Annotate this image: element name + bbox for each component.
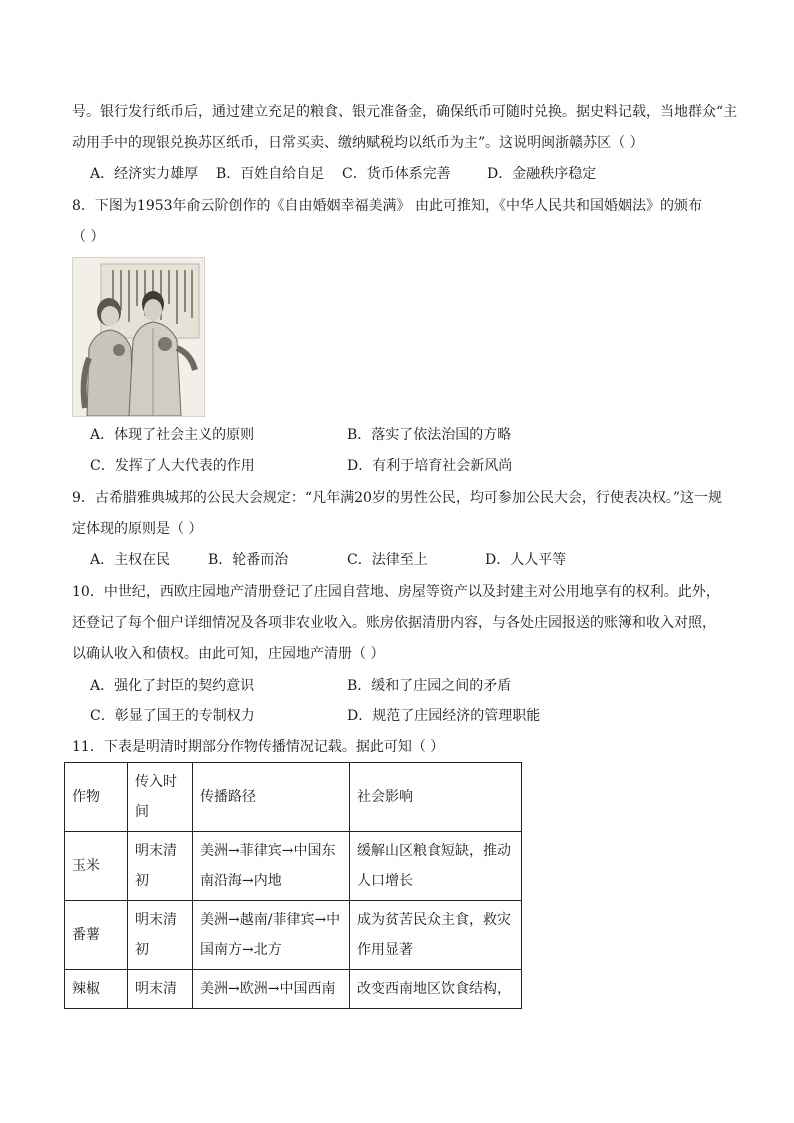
q9-text-line2: 定体现的原则是（ ） (72, 521, 203, 537)
cell-crop: 辣椒 (65, 970, 128, 1009)
q7-option-d[interactable]: D．金融秩序稳定 (487, 166, 597, 182)
q9-options (90, 550, 566, 570)
cell-route: 美洲→欧洲→中国西南 (193, 970, 350, 1009)
q8-options-row2 (90, 456, 512, 476)
table-row (65, 970, 522, 1009)
q7-option-a[interactable]: A．经济实力雄厚 (90, 166, 199, 182)
q9-text-line1: 9．古希腊雅典城邦的公民大会规定：“凡年满20岁的男性公民，均可参加公民大会，行使表决权。”这一规 (72, 490, 723, 506)
q8-text-line1: 8．下图为1953年俞云阶创作的《自由婚姻幸福美满》 由此可推知，《中华人民共和国婚姻法》的颁布 (72, 198, 702, 214)
header-impact: 社会影响 (350, 763, 522, 832)
header-crop: 作物 (65, 763, 128, 832)
q8-option-a[interactable]: A．体现了社会主义的原则 (90, 427, 255, 443)
q7-option-b[interactable]: B．百姓自给自足 (216, 166, 325, 182)
q9-option-a[interactable]: A．主权在民 (90, 552, 171, 568)
q7-text-line1: 号。银行发行纸币后，通过建立充足的粮食、银元准备金，确保纸币可随时兑换。据史料记载，当地群众“主 (72, 104, 738, 120)
q10-options-row1 (90, 676, 511, 696)
cell-route: 美洲→菲律宾→中国东南沿海→内地 (193, 832, 350, 901)
cell-time: 明末清初 (128, 901, 193, 970)
q8-options-row1 (90, 425, 511, 445)
q9-option-b[interactable]: B．轮番而治 (208, 552, 289, 568)
q7-options (90, 164, 596, 184)
cell-route: 美洲→越南/菲律宾→中国南方→北方 (193, 901, 350, 970)
q10-option-a[interactable]: A．强化了封臣的契约意识 (90, 678, 255, 694)
q7-text-line2: 动用手中的现银兑换苏区纸币，日常买卖、缴纳赋税均以纸币为主”。这说明闽浙赣苏区（ ） (72, 135, 644, 151)
marriage-poster-image (72, 257, 205, 417)
q10-text-line2: 还登记了每个佃户详细情况及各项非农业收入。账房依据清册内容，与各处庄园报送的账簿和收入对照， (72, 615, 716, 631)
header-route: 传播路径 (193, 763, 350, 832)
cell-crop: 玉米 (65, 832, 128, 901)
cell-time: 明末清初 (128, 832, 193, 901)
q11-text-line1: 11．下表是明清时期部分作物传播情况记载。据此可知（ ） (72, 739, 445, 755)
table-row (65, 901, 522, 970)
q8-option-d[interactable]: D．有利于培育社会新风尚 (347, 458, 513, 474)
cell-impact: 成为贫苦民众主食，救灾作用显著 (350, 901, 522, 970)
table-header-row (65, 763, 522, 832)
table-row (65, 832, 522, 901)
q8-text-line2: （ ） (72, 229, 105, 245)
q9-option-d[interactable]: D．人人平等 (485, 552, 567, 568)
header-time: 传入时间 (128, 763, 193, 832)
crop-spread-table (64, 762, 522, 1009)
q10-options-row2 (90, 706, 540, 726)
q10-text-line1: 10．中世纪，西欧庄园地产清册登记了庄园自营地、房屋等资产以及封建主对公用地享有的权利。此外， (72, 584, 720, 600)
q10-option-d[interactable]: D．规范了庄园经济的管理职能 (347, 708, 541, 724)
q10-option-c[interactable]: C．彰显了国王的专制权力 (90, 708, 255, 724)
q10-option-b[interactable]: B．缓和了庄园之间的矛盾 (347, 678, 512, 694)
q8-option-c[interactable]: C．发挥了人大代表的作用 (90, 458, 255, 474)
cell-impact: 缓解山区粮食短缺，推动人口增长 (350, 832, 522, 901)
q8-option-b[interactable]: B．落实了依法治国的方略 (347, 427, 512, 443)
q7-option-c[interactable]: C．货币体系完善 (342, 166, 451, 182)
poster-illustration (73, 258, 204, 416)
cell-crop: 番薯 (65, 901, 128, 970)
cell-impact: 改变西南地区饮食结构， (350, 970, 522, 1009)
q9-option-c[interactable]: C．法律至上 (347, 552, 428, 568)
q10-text-line3: 以确认收入和债权。由此可知，庄园地产清册（ ） (72, 646, 385, 662)
cell-time: 明末清 (128, 970, 193, 1009)
